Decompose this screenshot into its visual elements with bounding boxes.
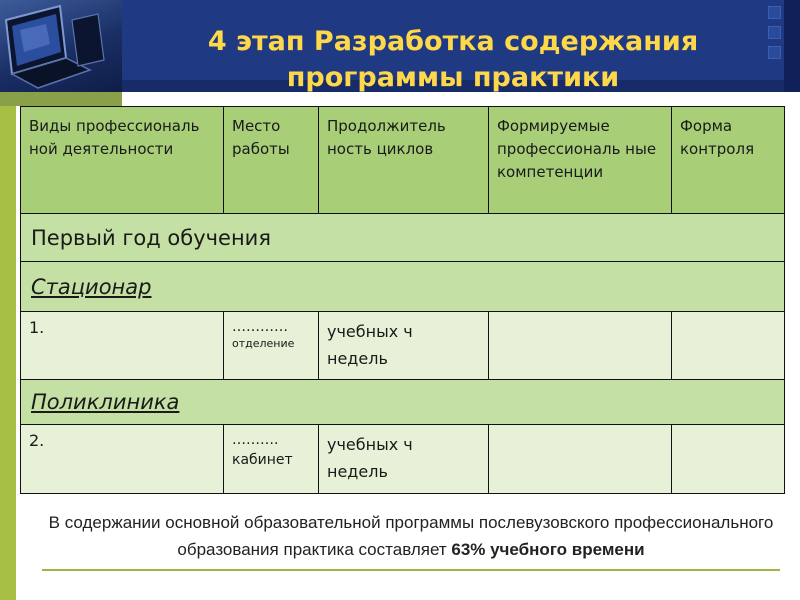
slide-title — [122, 24, 784, 96]
section-title-polyclinic: Поликлиника — [21, 380, 785, 425]
left-accent-strip — [0, 92, 16, 600]
duration-line: недель — [327, 349, 388, 368]
computer-illustration — [0, 0, 122, 92]
row-workplace — [224, 312, 319, 380]
row-number: 1. — [21, 312, 224, 380]
header-cell-competencies: Формируемые профессиональ ные компетенции — [489, 107, 672, 214]
duration-line: недель — [327, 462, 388, 481]
row-control — [672, 425, 785, 494]
decor-square — [768, 6, 781, 19]
footer-divider — [42, 569, 780, 571]
row-workplace — [224, 425, 319, 494]
table-header-row — [21, 107, 785, 214]
header-cell-duration: Продолжитель ность циклов — [319, 107, 489, 214]
row-competencies — [489, 312, 672, 380]
footer-text: В содержании основной образовательной программы послевузовского профессионального образования практика составляет — [48, 513, 774, 559]
workplace-dots: ………. — [232, 432, 279, 448]
row-duration — [319, 425, 489, 494]
table-row — [21, 312, 785, 380]
section-row — [21, 262, 785, 312]
table-row — [21, 425, 785, 494]
monitor-icon — [0, 0, 122, 92]
year-label: Первый год обучения — [21, 214, 785, 262]
header-cell-control: Форма контроля — [672, 107, 785, 214]
row-control — [672, 312, 785, 380]
row-number: 2. — [21, 425, 224, 494]
header-right-strip — [784, 0, 800, 92]
workplace-note: кабинет — [232, 452, 293, 468]
accent-bar — [0, 92, 122, 106]
row-duration — [319, 312, 489, 380]
header-cell-workplace: Место работы — [224, 107, 319, 214]
header-cell-activity: Виды профессиональ ной деятельности — [21, 107, 224, 214]
footer-emphasis: 63% учебного времени — [451, 540, 645, 559]
footer-note — [40, 509, 782, 563]
duration-line: учебных ч — [327, 435, 413, 454]
duration-line: учебных ч — [327, 322, 413, 341]
section-title-inpatient: Стационар — [21, 262, 785, 312]
section-row — [21, 380, 785, 425]
workplace-note: отделение — [232, 337, 295, 350]
workplace-dots: ………… — [232, 319, 288, 335]
row-competencies — [489, 425, 672, 494]
slide-title-line2: программы практики — [286, 62, 620, 93]
year-row — [21, 214, 785, 262]
slide-title-line1: 4 этап Разработка содержания — [207, 26, 699, 57]
practice-table — [20, 106, 785, 494]
